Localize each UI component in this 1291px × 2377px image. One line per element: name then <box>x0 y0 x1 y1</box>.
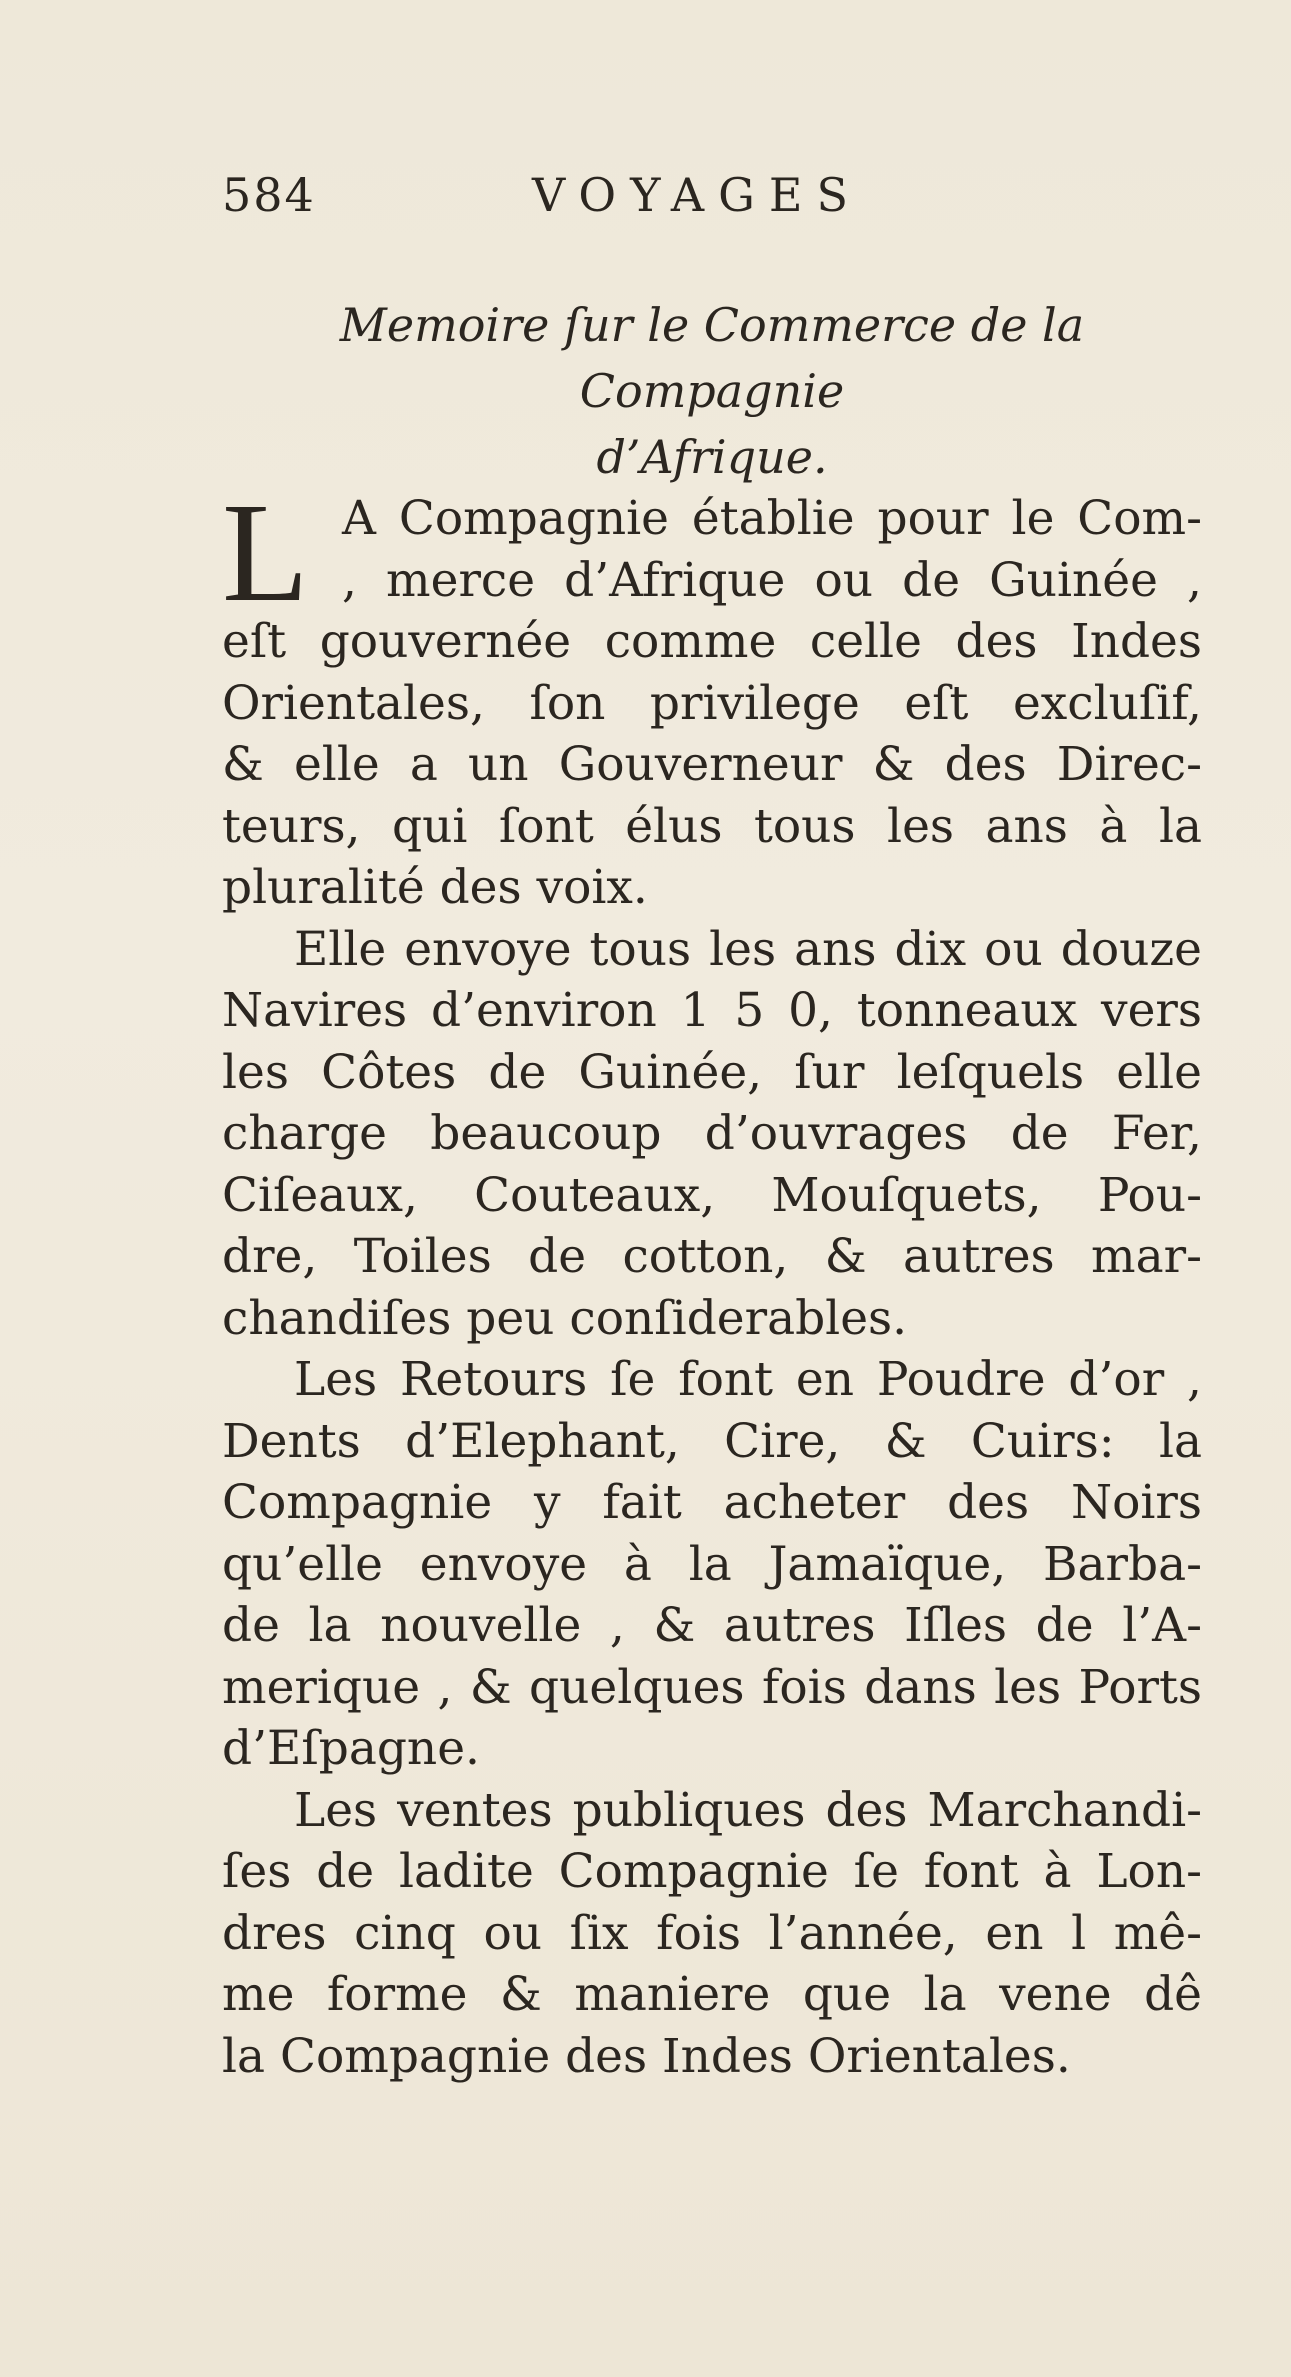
text-line: Dents d’Elephant, Cire, & Cuirs: la <box>222 1413 1202 1469</box>
text-line: Orientales, ſon privilege eſt excluſif, <box>222 675 1202 731</box>
text-line: dres cinq ou ſix fois l’année, en l mê- <box>222 1905 1202 1961</box>
page-number: 584 <box>222 168 316 222</box>
text-line: , merce d’Afrique ou de Guinée , <box>342 552 1202 608</box>
text-line: A Compagnie établie pour le Com- <box>342 491 1202 546</box>
text-line: charge beaucoup d’ouvrages de Fer, <box>222 1106 1202 1161</box>
text-line: Navires d’environ 1 5 0, tonneaux vers <box>222 983 1202 1038</box>
text-line: pluralité des voix. <box>222 860 648 915</box>
text-line: qu’elle envoye à la Jamaïque, Barba- <box>222 1536 1202 1592</box>
text-line: de la nouvelle , & autres Iſles de l’A- <box>222 1598 1202 1653</box>
text-line: eſt gouvernée comme celle des Indes <box>222 614 1202 669</box>
memoir-title <box>222 292 1202 490</box>
text-line: Compagnie y fait acheter des Noirs <box>222 1475 1202 1530</box>
running-head: VOYAGES <box>532 168 862 222</box>
text-line: ſes de ladite Compagnie ſe font à Lon- <box>222 1844 1202 1899</box>
text-line: les Côtes de Guinée, ſur leſquels elle <box>222 1044 1202 1100</box>
memoir-title-line-1: Memoire ſur le Commerce de la Compagnie <box>339 298 1085 418</box>
text-line: chandiſes peu conſiderables. <box>222 1290 908 1346</box>
memoir-title-line-2: d’Afrique. <box>596 430 828 484</box>
text-line: d’Eſpagne. <box>222 1721 480 1776</box>
text-line: merique , & quelques fois dans les Ports <box>222 1659 1202 1715</box>
text-line: teurs, qui ſont élus tous les ans à la <box>222 798 1202 854</box>
text-line: Les Retours ſe font en Poudre d’or , <box>294 1352 1202 1407</box>
text-line: & elle a un Gouverneur & des Direc- <box>222 737 1202 792</box>
body-text <box>222 473 1202 2087</box>
text-line: me forme & maniere que la vene dê <box>222 1967 1202 2022</box>
text-line: Ciſeaux, Couteaux, Mouſquets, Pou- <box>222 1167 1202 1223</box>
text-line: Les ventes publiques des Marchandi- <box>294 1782 1202 1838</box>
drop-cap: L <box>222 473 309 631</box>
page-header <box>222 168 1072 238</box>
text-line: Elle envoye tous les ans dix ou douze <box>294 921 1202 977</box>
text-line: dre, Toiles de cotton, & autres mar- <box>222 1229 1202 1284</box>
text-line: la Compagnie des Indes Orientales. <box>222 2028 1071 2084</box>
